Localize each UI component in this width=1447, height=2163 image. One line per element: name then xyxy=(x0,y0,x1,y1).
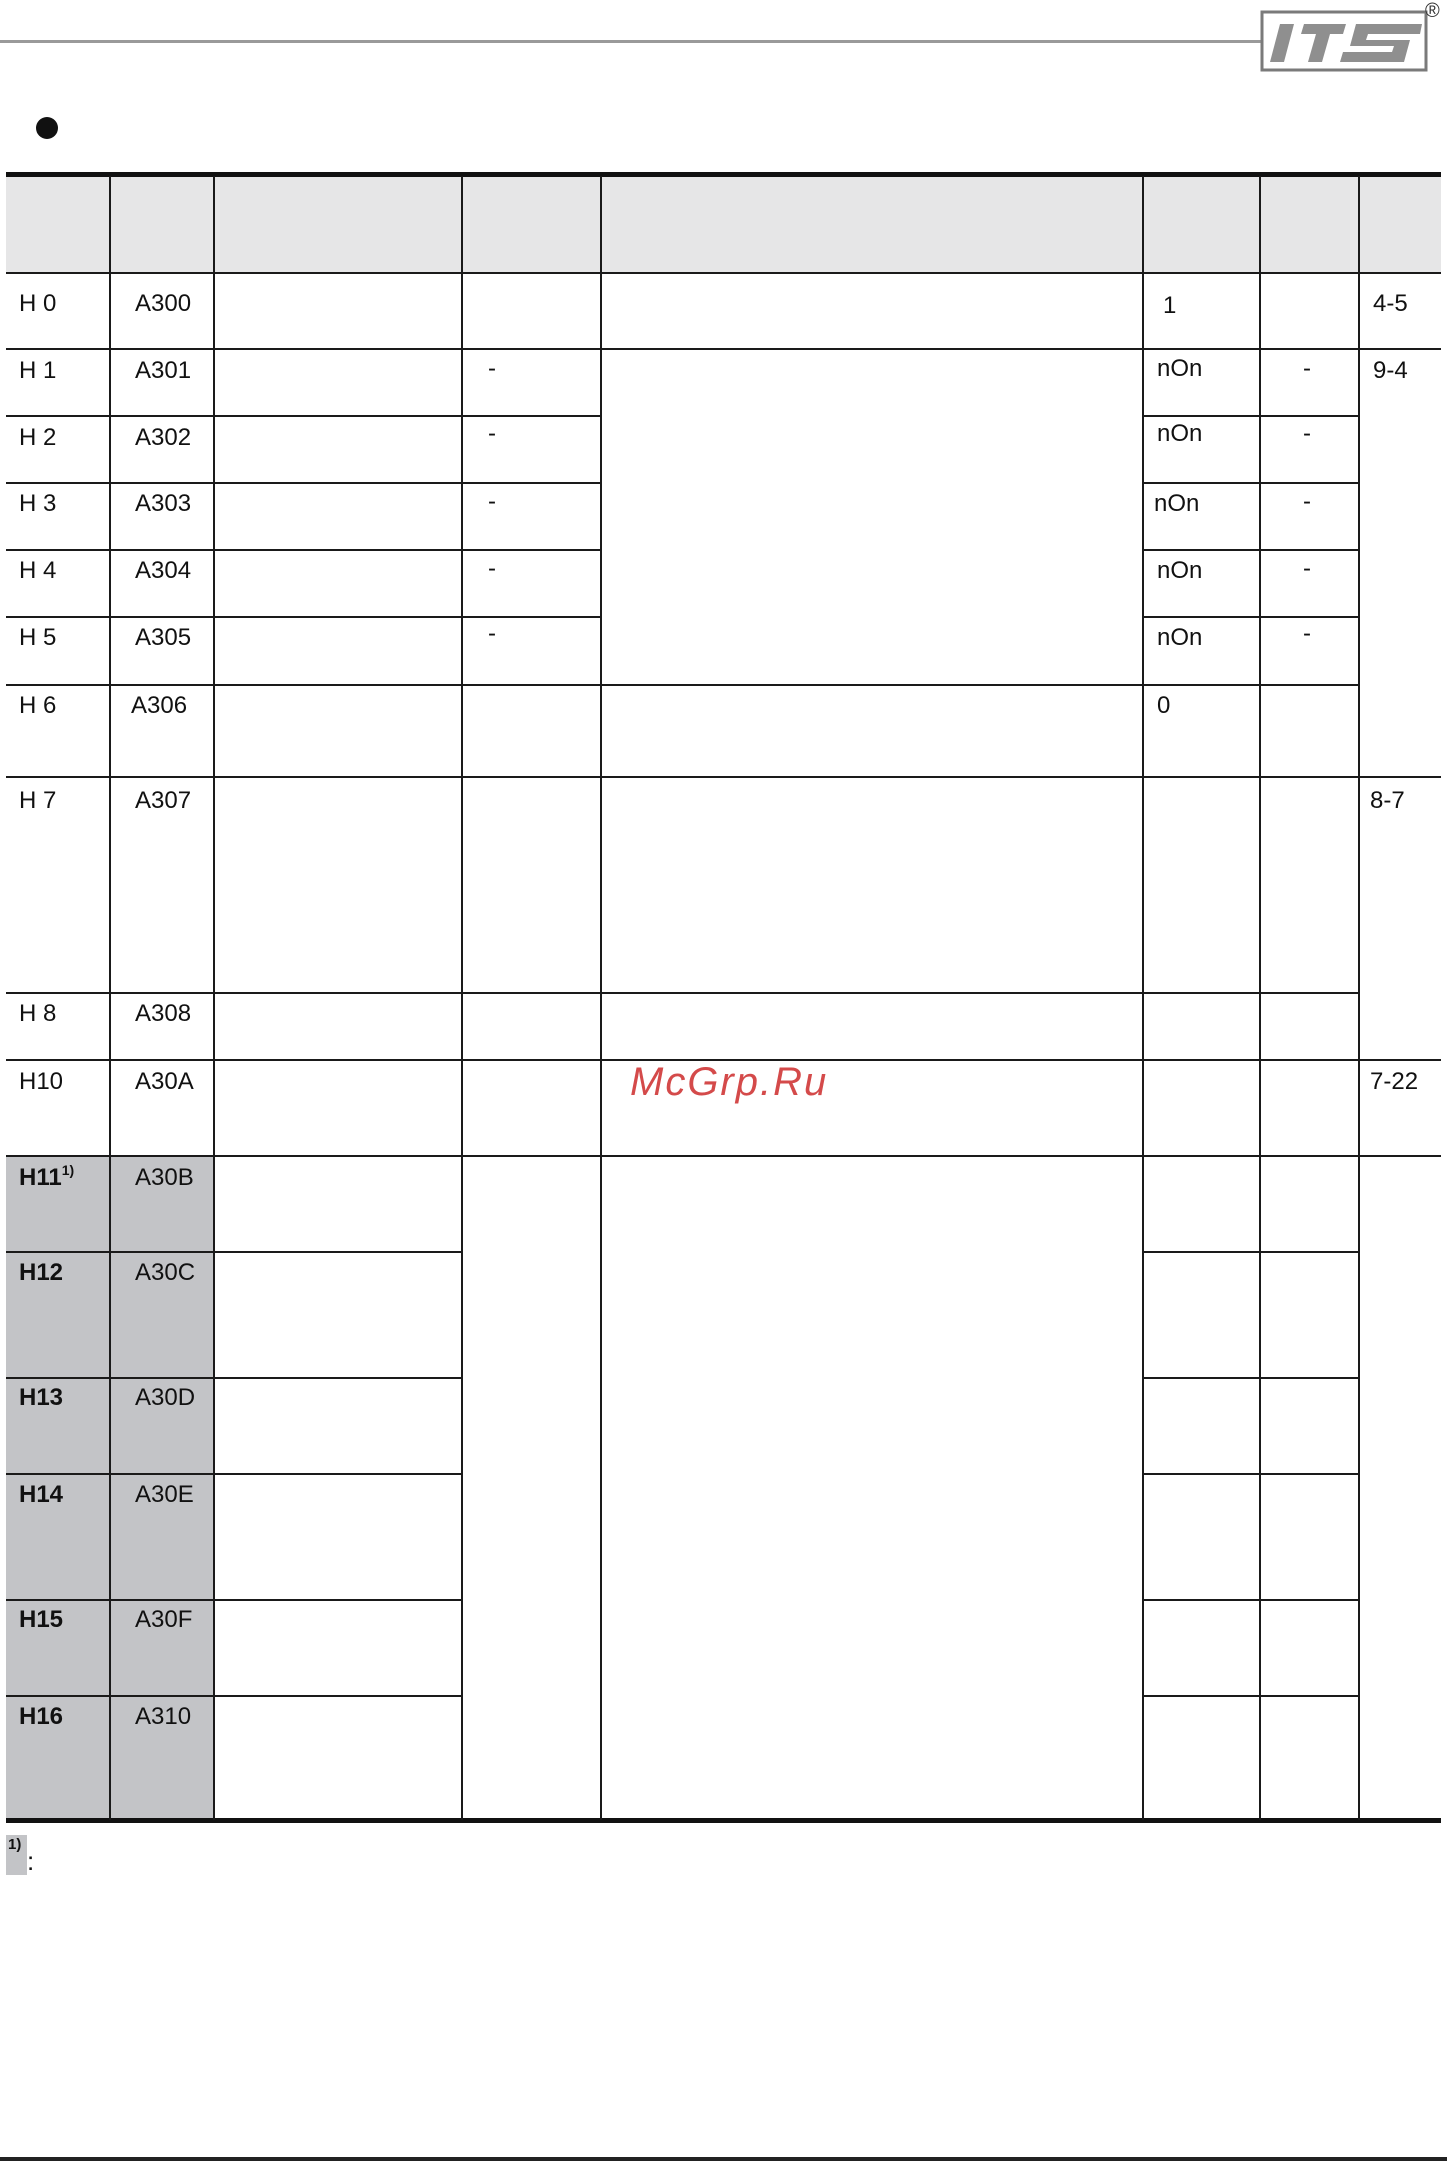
row-code: H12 xyxy=(19,1259,64,1286)
row-col4: - xyxy=(488,620,496,647)
row-default: nOn xyxy=(1154,490,1200,517)
row-code: H14 xyxy=(19,1481,64,1508)
row-page: 8-7 xyxy=(1370,787,1405,814)
row-default: nOn xyxy=(1157,355,1203,382)
row-page: 4-5 xyxy=(1373,290,1408,317)
row-address: A310 xyxy=(135,1703,192,1730)
row-code: H15 xyxy=(19,1606,64,1633)
row-code: H 2 xyxy=(19,424,57,451)
row-address: A30F xyxy=(135,1606,193,1633)
footnote-text: : xyxy=(27,1846,35,1876)
row-code: H 8 xyxy=(19,1000,57,1027)
row-page: 7-22 xyxy=(1370,1068,1419,1095)
row-code: H 3 xyxy=(19,490,57,517)
row-code: H 6 xyxy=(19,692,57,719)
row-code: H 0 xyxy=(19,290,57,317)
row-default: 0 xyxy=(1157,692,1171,719)
row-address: A301 xyxy=(135,357,192,384)
footer-rule xyxy=(0,2157,1447,2161)
row-address: A306 xyxy=(131,692,188,719)
row-address: A30B xyxy=(135,1164,194,1191)
row-default: nOn xyxy=(1157,557,1203,584)
row-r1: - xyxy=(1303,355,1311,382)
row-default: nOn xyxy=(1157,420,1203,447)
row-code: H10 xyxy=(19,1068,64,1095)
footnote-superscript: 1) xyxy=(61,1162,75,1178)
row-address: A303 xyxy=(135,490,192,517)
row-code: H 1 xyxy=(19,357,57,384)
row-col4: - xyxy=(488,488,496,515)
row-r1: - xyxy=(1303,555,1311,582)
row-address: A304 xyxy=(135,557,192,584)
row-address: A307 xyxy=(135,787,192,814)
row-address: A302 xyxy=(135,424,192,451)
row-code: H 5 xyxy=(19,624,57,651)
registered-mark: ® xyxy=(1425,0,1440,22)
row-code: H11$^{1)}$ xyxy=(19,1162,75,1191)
row-r1: - xyxy=(1303,488,1311,515)
row-col4: - xyxy=(488,420,496,447)
row-address: A30E xyxy=(135,1481,194,1508)
table-bottom-border xyxy=(6,1818,1441,1823)
row-code: H 7 xyxy=(19,787,57,814)
row-col4: - xyxy=(488,355,496,382)
footnote-mark: 1) xyxy=(8,1836,22,1853)
row-r1: - xyxy=(1303,420,1311,447)
row-default: 1 xyxy=(1163,292,1177,319)
row-address: A30C xyxy=(135,1259,196,1286)
row-code: H16 xyxy=(19,1703,64,1730)
row-address: A30D xyxy=(135,1384,196,1411)
row-address: A305 xyxy=(135,624,192,651)
table-header xyxy=(6,175,1441,272)
row-code: H 4 xyxy=(19,557,57,584)
row-address: A300 xyxy=(135,290,192,317)
row-page: 9-4 xyxy=(1373,357,1408,384)
row-address: A30A xyxy=(135,1068,194,1095)
row-col4: - xyxy=(488,555,496,582)
row-address: A308 xyxy=(135,1000,192,1027)
row-default: nOn xyxy=(1157,624,1203,651)
watermark-text: McGrp.Ru xyxy=(630,1060,829,1104)
row-code: H13 xyxy=(19,1384,64,1411)
table-top-border xyxy=(6,172,1441,177)
row-r1: - xyxy=(1303,620,1311,647)
